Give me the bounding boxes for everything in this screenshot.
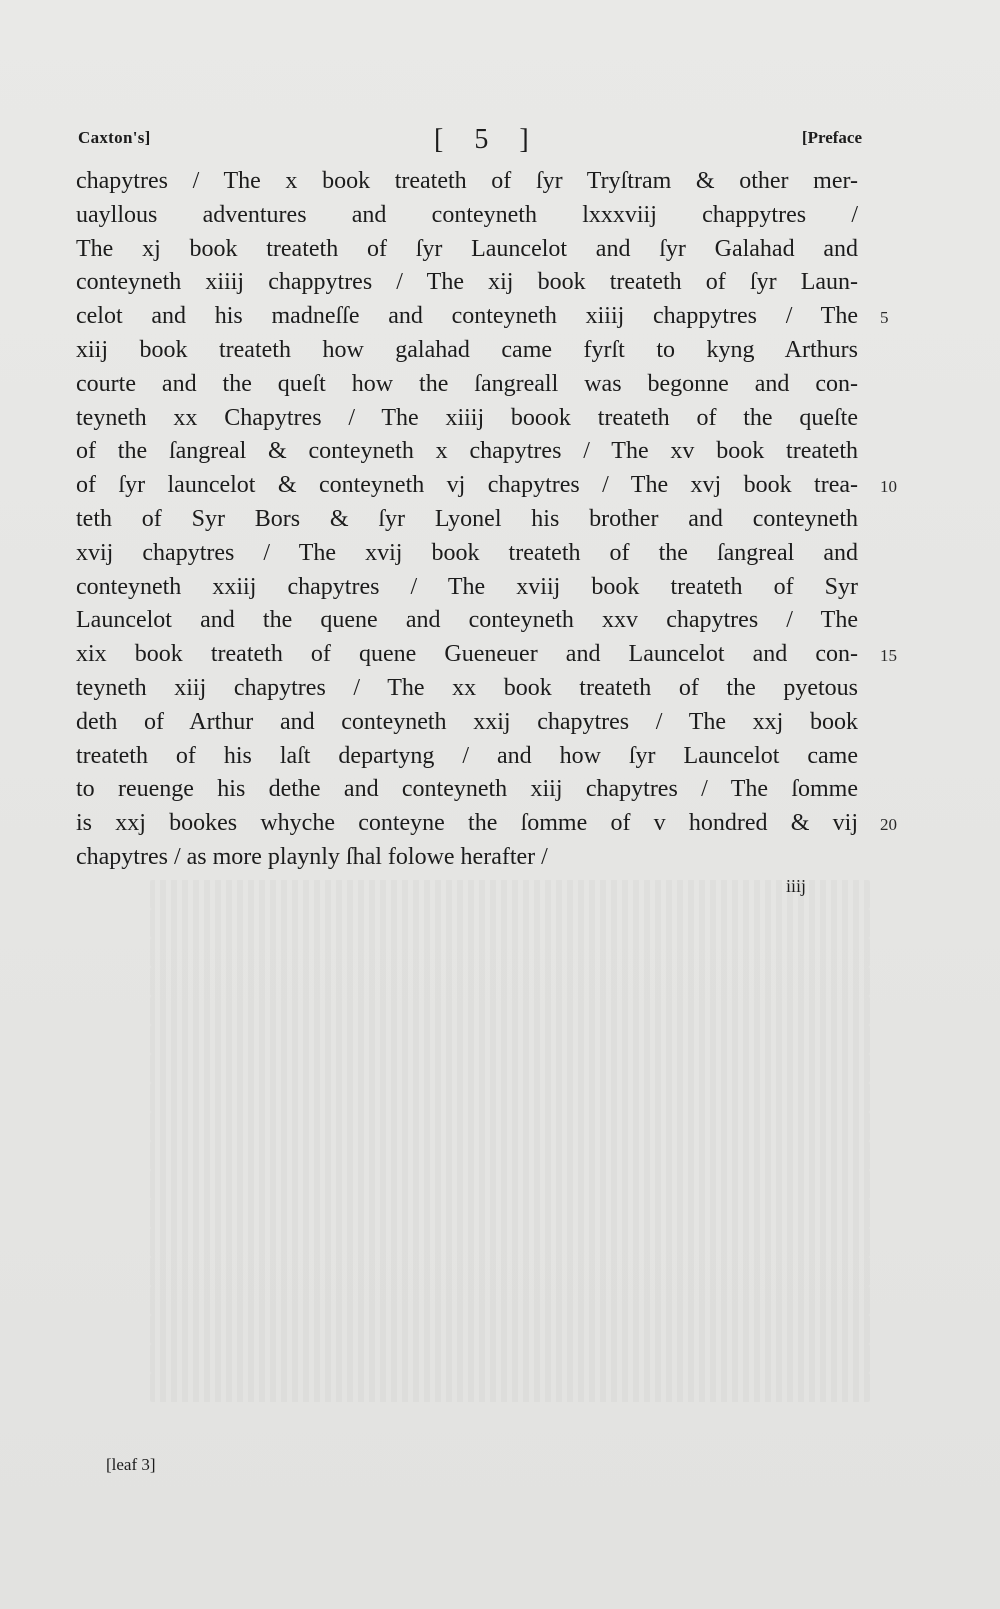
show-through bbox=[150, 880, 870, 1402]
running-header bbox=[78, 124, 862, 154]
text-line: The xj book treateth of ſyr Launcelot and ſyr Galahad and bbox=[76, 235, 858, 262]
text-line: xvij chapytres / The xvij book treateth of the ſangreal and bbox=[76, 539, 858, 566]
text-line: chapytres / as more playnly ſhal folowe herafter / bbox=[76, 843, 548, 870]
text-line: conteyneth xiiij chappytres / The xij book treateth of ſyr Laun- bbox=[76, 269, 858, 296]
header-left: Caxton's] bbox=[78, 128, 151, 147]
text-line: to reuenge his dethe and conteyneth xiij chapytres / The ſomme bbox=[76, 776, 858, 803]
text-line: celot and his madneſſe and conteyneth xiiij chappytres / The bbox=[76, 303, 858, 330]
text-line: treateth of his laſt departyng / and how ſyr Launcelot came bbox=[76, 742, 858, 769]
body-text bbox=[76, 165, 858, 875]
line-number: 10 bbox=[880, 477, 897, 496]
text-line: of the ſangreal & conteyneth x chapytres / The xv book treateth bbox=[76, 438, 858, 465]
text-line: teth of Syr Bors & ſyr Lyonel his brother and conteyneth bbox=[76, 505, 858, 532]
text-line: Launcelot and the quene and conteyneth xxv chapytres / The bbox=[76, 607, 858, 634]
text-line: teyneth xx Chapytres / The xiiij boook treateth of the queſte bbox=[76, 404, 858, 431]
text-line: of ſyr launcelot & conteyneth vj chapytres / The xvj book trea- bbox=[76, 472, 858, 499]
line-number: 20 bbox=[880, 815, 897, 834]
header-right: [Preface bbox=[801, 128, 862, 147]
text-line: teyneth xiij chapytres / The xx book treateth of the pyetous bbox=[76, 674, 858, 701]
line-number: 5 bbox=[880, 308, 889, 327]
line-number: 15 bbox=[880, 646, 897, 665]
text-line: is xxj bookes whyche conteyne the ſomme of v hondred & vij bbox=[76, 810, 858, 837]
text-line: uayllous adventures and conteyneth lxxxviij chappytres / bbox=[76, 201, 858, 228]
text-line: courte and the queſt how the ſangreall was begonne and con- bbox=[76, 370, 858, 397]
leaf-signature: [leaf 3] bbox=[106, 1455, 156, 1474]
text-line: conteyneth xxiij chapytres / The xviij book treateth of Syr bbox=[76, 573, 858, 600]
page-number: [ 5 ] bbox=[434, 124, 541, 155]
text-line: deth of Arthur and conteyneth xxij chapytres / The xxj book bbox=[76, 708, 858, 735]
text-line: chapytres / The x book treateth of ſyr Tryſtram & other mer- bbox=[76, 168, 858, 194]
text-line: xix book treateth of quene Gueneuer and Launcelot and con- bbox=[76, 641, 858, 668]
catchword: iiij bbox=[786, 876, 807, 896]
text-line: xiij book treateth how galahad came fyrſt to kyng Arthurs bbox=[76, 336, 858, 363]
